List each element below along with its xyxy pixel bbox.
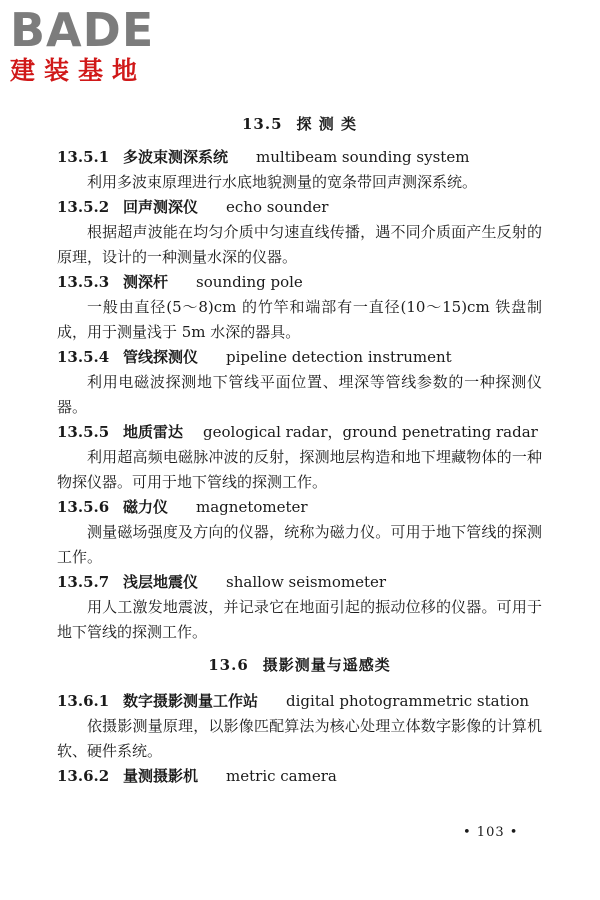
section-heading: 13.6 摄影测量与遥感类 (208, 656, 391, 674)
term-english: sounding pole (196, 273, 303, 291)
term-chinese: 管线探测仪 (123, 348, 199, 366)
term-line (57, 689, 542, 714)
term-number: 13.5.6 (57, 498, 110, 516)
term-definition: 依摄影测量原理，以影像匹配算法为核心处理立体数字影像的计算机软、硬件系统。 (57, 717, 542, 760)
term-entry (57, 495, 542, 570)
term-number: 13.5.4 (57, 348, 110, 366)
term-definition: 根据超声波能在均匀介质中匀速直线传播，遇不同介质面产生反射的原理，设计的一种测量水深的仪器。 (57, 223, 542, 266)
term-number: 13.5.2 (57, 198, 110, 216)
term-chinese: 数字摄影测量工作站 (123, 692, 259, 710)
term-line (57, 764, 542, 789)
term-number: 13.5.7 (57, 573, 110, 591)
term-chinese: 磁力仪 (123, 498, 169, 516)
term-chinese: 测深杆 (123, 273, 169, 291)
term-number: 13.5.3 (57, 273, 110, 291)
term-number: 13.5.5 (57, 423, 110, 441)
term-line (57, 420, 542, 445)
term-chinese: 地质雷达 (123, 423, 184, 441)
logo-brand: BADE (10, 3, 155, 57)
term-english: metric camera (226, 767, 337, 785)
term-number: 13.6.1 (57, 692, 110, 710)
term-chinese: 浅层地震仪 (123, 573, 199, 591)
term-english: multibeam sounding system (256, 148, 470, 166)
term-entry (57, 195, 542, 270)
term-line (57, 495, 542, 520)
term-entry (57, 764, 542, 789)
term-line (57, 570, 542, 595)
document-page (57, 112, 542, 789)
term-english: pipeline detection instrument (226, 348, 452, 366)
term-line (57, 270, 542, 295)
bade-logo (10, 3, 180, 86)
term-entry (57, 345, 542, 420)
term-english: echo sounder (226, 198, 329, 216)
term-line (57, 145, 542, 170)
term-definition: 一般由直径(5～8)cm 的竹竿和端部有一直径(10～15)cm 铁盘制成，用于测量浅于 5m 水深的器具。 (57, 298, 542, 341)
term-english: digital photogrammetric station (286, 692, 530, 710)
term-entry (57, 145, 542, 195)
term-english: shallow seismometer (226, 573, 387, 591)
term-definition: 测量磁场强度及方向的仪器，统称为磁力仪。可用于地下管线的探测工作。 (57, 523, 542, 566)
term-definition: 用人工激发地震波，并记录它在地面引起的振动位移的仪器。可用于地下管线的探测工作。 (57, 598, 542, 641)
term-chinese: 量测摄影机 (123, 767, 199, 785)
term-definition: 利用超高频电磁脉冲波的反射，探测地层构造和地下埋藏物体的一种物探仪器。可用于地下管线的探测工作。 (57, 448, 542, 491)
term-number: 13.6.2 (57, 767, 110, 785)
term-definition: 利用电磁波探测地下管线平面位置、埋深等管线参数的一种探测仪器。 (57, 373, 542, 416)
term-number: 13.5.1 (57, 148, 110, 166)
term-english: magnetometer (196, 498, 308, 516)
term-line (57, 345, 542, 370)
term-english: geological radar，ground penetrating radar (203, 423, 538, 441)
section-heading: 13.5 探 测 类 (242, 115, 357, 133)
term-chinese: 多波束测深系统 (123, 148, 229, 166)
term-entry (57, 570, 542, 645)
term-entry (57, 420, 542, 495)
page-number: • 103 • (463, 825, 519, 840)
term-entry (57, 689, 542, 764)
term-entry (57, 270, 542, 345)
term-line (57, 195, 542, 220)
logo-subtitle: 建装基地 (10, 56, 147, 85)
term-chinese: 回声测深仪 (123, 198, 199, 216)
term-definition: 利用多波束原理进行水底地貌测量的宽条带回声测深系统。 (87, 173, 478, 191)
